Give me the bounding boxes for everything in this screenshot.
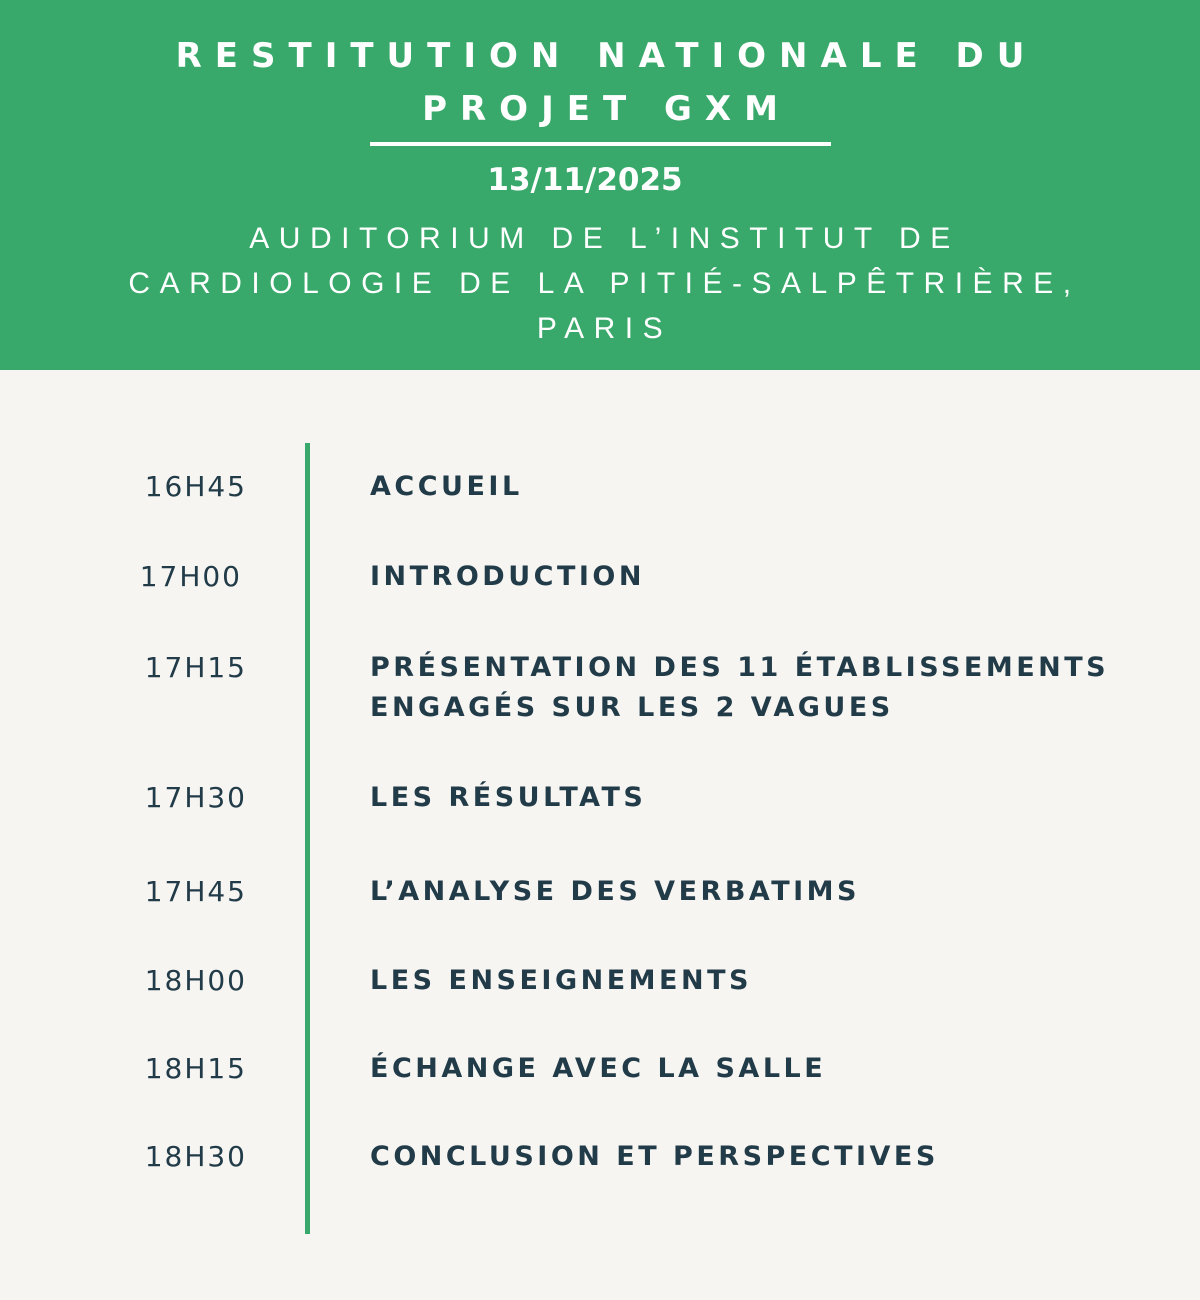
program-item [370, 1049, 1170, 1089]
program-item-line: L’ANALYSE DES VERBATIMS [370, 876, 860, 907]
program-item [370, 961, 1170, 1001]
program-item-line: INTRODUCTION [370, 561, 645, 592]
event-date: 13/11/2025 [487, 162, 683, 198]
header-banner [0, 0, 1200, 370]
event-title [0, 30, 1200, 136]
title-divider [370, 142, 831, 146]
timeline-bar [305, 443, 310, 1234]
program-time: 17H30 [144, 781, 247, 814]
event-venue [0, 216, 1200, 351]
program-item-line: LES ENSEIGNEMENTS [370, 965, 752, 996]
venue-line-1: AUDITORIUM DE L’INSTITUT DE [249, 222, 960, 255]
program-time: 18H15 [144, 1052, 247, 1085]
program-time: 18H30 [144, 1140, 247, 1173]
program-time: 17H15 [144, 651, 247, 684]
program-item [370, 872, 1170, 912]
program-item-line: ENGAGÉS SUR LES 2 VAGUES [370, 692, 894, 723]
program-item-line: PRÉSENTATION DES 11 ÉTABLISSEMENTS [370, 652, 1110, 683]
program-time: 17H00 [139, 560, 242, 593]
venue-line-2: CARDIOLOGIE DE LA PITIÉ-SALPÊTRIÈRE, [128, 267, 1081, 300]
program-item-line: CONCLUSION ET PERSPECTIVES [370, 1141, 939, 1172]
program-item [370, 648, 1170, 728]
program-time: 18H00 [144, 964, 247, 997]
program-item-line: ÉCHANGE AVEC LA SALLE [370, 1053, 827, 1084]
program-item [370, 1137, 1170, 1177]
program-time: 16H45 [144, 470, 247, 503]
event-title-line-2: PROJET GXM [422, 89, 791, 129]
program-item [370, 778, 1170, 818]
program-item-line: ACCUEIL [370, 471, 523, 502]
program-time: 17H45 [144, 875, 247, 908]
program-item [370, 467, 1170, 507]
program-item [370, 557, 1170, 597]
event-title-line-1: RESTITUTION NATIONALE DU [175, 36, 1038, 76]
venue-line-3: PARIS [536, 312, 673, 345]
program-item-line: LES RÉSULTATS [370, 782, 647, 813]
